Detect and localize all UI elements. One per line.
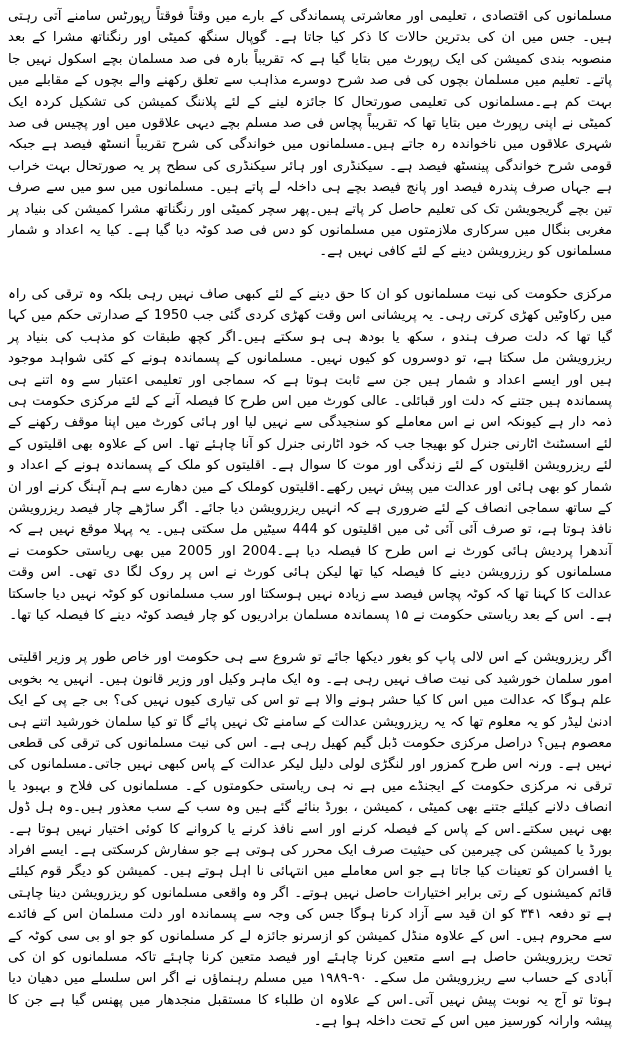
paragraph-spacer <box>8 626 612 647</box>
article-paragraph-3: اگر ریزرویشن کے اس لالی پاپ کو بغور دیکھا جائے تو شروع سے ہی حکومت اور خاص طور پر وزیر اقلیتی امور سلمان خورشید کی نیت صاف نہیں رہی ہے۔ وہ ایک ماہر وکیل اور وزیر قانون ہیں۔ انہیں یہ بخوبی علم ہوگا کہ عدالت میں اس کا کیا حشر ہونے والا ہے تو اس کی تیاری کیوں نہیں کی؟ بی جے پی کے ایک ادنیٰ لیڈر کو یہ معلوم تھا کہ یہ ریزرویشن عدالت کے سامنے ٹک نہیں پائے گا تو کیا سلمان خورشید اتنے ہی معصوم ہیں؟ دراصل مرکزی حکومت ڈبل گیم کھیل رہی ہے۔ اس کی نیت مسلمانوں کی ترقی کی قطعی نہیں ہے۔ ورنہ اس طرح کمزور اور لنگڑی لولی دلیل لیکر عدالت کے پاس کبھی نہیں جاتی۔مسلمانوں کی ترقی نہ مرکزی حکومت کے ایجنڈے میں ہے نہ ہی ریاستی حکومتوں کے۔ مسلمانوں کی فلاح و بہبود یا انصاف دلانے کیلئے جتنے بھی کمیٹی ، کمیشن ، بورڈ بنائے گئے ہیں وہ سب کے سب معذور ہیں۔وہ ہل ڈول بھی نہیں سکتے۔اس کے پاس کے فیصلہ کرنے اور اسے نافذ کرنے یا کروانے کا کوئی اختیار نہیں ہوتا ہے۔ بورڈ یا کمیشن کی چیرمین کی حیثیت صرف ایک محرر کی ہوتی ہے جو سفارش کرسکتی ہے۔ ایسے افراد یا افسران کو تعینات کیا جاتا ہے جو اس معاملے میں انتہائی نا اہل ہوتے ہیں۔ کمیشن کو دیگر قوم کیلئے قائم کمیشنوں کے رتی برابر اختیارات حاصل نہیں ہوتے۔ اگر وہ واقعی مسلمانوں کو ریزرویشن دینا چاہتی ہے تو دفعہ ۳۴۱ کو ان قید سے آزاد کرنا ہوگا جس کی وجہ سے پسماندہ اور دلت مسلمان اس کے فائدے سے محروم ہیں۔ اس کے علاوہ منڈل کمیشن کو ازسرنو جائزہ لے کر مسلمانوں کو جو او بی سی کوٹہ کے تحت ریزرویشن حاصل ہے اسے متعین کرنا چاہئے اور فیصد متعین کرنا چاہئے تاکہ مسلمانوں کو ان کی آبادی کے حساب سے ریزرویشن مل سکے۔ ۹۰-۱۹۸۹ میں مسلم رہنماؤں نے اگر اس سلسلے میں دھیان دیا ہوتا تو آج یہ نوبت پیش نہیں آتی۔اس کے علاوہ ان طلباء کا مستقبل منجدھار میں پھنس گیا ہے جن کا پیشہ وارانہ کورسیز میں اس کے تحت داخلہ ہوا ہے۔ <box>8 650 613 1030</box>
article-paragraph-1: مسلمانوں کی اقتصادی ، تعلیمی اور معاشرتی پسماندگی کے بارے میں وقتاً فوقتاً رپورٹس سامنے آتی رہتی ہیں۔ جس میں ان کی بدترین حالات کا ذکر کیا جاتا ہے۔ گوپال سنگھ کمیٹی اور رنگناتھ مشرا کے بعد منصوبہ بندی کمیشن کی ایک رپورٹ میں بتایا گیا ہے کہ تقریباً بارہ فی صد مسلمان بچے اسکول نہیں جا پاتے۔ تعلیم میں مسلمان بچوں کی فی صد شرح دوسرے مذاہب سے تعلق رکھنے والے بچوں کے مقابلے میں بہت کم ہے۔مسلمانوں کی تعلیمی صورتحال کا جائزہ لینے کے لئے پلاننگ کمیشن کی تشکیل کردہ ایک کمیٹی نے اپنی رپورٹ میں بتایا تھا کہ تقریباً پچاس فی صد مسلم بچے دیہی علاقوں میں اور پچیس فی صد شہری علاقوں میں ناخواندہ رہ جاتے ہیں۔مسلمانوں میں خواندگی کی شرح تقریباً انسٹھ فیصد ہے جبکہ قومی شرح خواندگی پینسٹھ فیصد ہے۔ سیکنڈری اور ہائر سیکنڈری کی سطح پر یہ صورتحال بہت خراب ہے جہاں صرف پندرہ فیصد اور پانچ فیصد بچے ہی داخلہ لے پاتے ہیں۔ مسلمانوں میں سو میں سے صرف تین بچے گریجویشن تک کی تعلیم حاصل کر پاتے ہیں۔پھر سچر کمیٹی اور رنگناتھ مشرا کمیشن کی بنیاد پر مغربی بنگال میں سرکاری ملازمتوں میں مسلمانوں کو دس فی صد کوٹہ دیا گیا ہے۔ کیا یہ اعداد و شمار مسلمانوں کو ریزرویشن دینے کے لئے کافی نہیں ہے۔ <box>8 9 612 260</box>
paragraph-spacer <box>8 263 612 284</box>
article-paragraph-2: مرکزی حکومت کی نیت مسلمانوں کو ان کا حق دینے کے لئے کبھی صاف نہیں رہی بلکہ وہ ترقی کی راہ میں رکاوٹیں کھڑی کرتی رہی۔ یہ پریشانی اس وقت کھڑی کردی گئی جب 1950 کے صدارتی حکم میں کہا گیا تھا کہ دلت صرف ہندو ، سکھ یا بودھ ہی ہو سکتے ہیں۔اگر کچھ طبقات کو مذہب کی بنیاد پر ریزرویشن مل سکتا ہے، تو دوسروں کو کیوں نہیں۔ مسلمانوں کے پسماندہ ہونے کے کئی شواہد موجود ہیں اور ایسے اعداد و شمار ہیں جن سے ثابت ہوتا ہے کہ سماجی اور تعلیمی اعتبار سے وہ اتنے ہی پسماندہ ہیں جتنے کہ دلت اور قبائلی۔ عالی کورٹ میں اس طرح کا فیصلہ آنے کے لئے مرکزی حکومت ہی ذمہ دار ہے کیونکہ اس نے اس معاملے کو سنجیدگی سے نہیں لیا اور ہائی کورٹ میں اپنا موقف رکھنے کے لئے اسسٹنٹ اٹارنی جنرل کو بھیجا جب کہ خود اٹارنی جنرل کو آنا چاہئے تھا۔ اس کے علاوہ بھی اقلیتوں کے لئے ریزرویشن اقلیتوں کے لئے زندگی اور موت کا سوال ہے۔ اقلیتوں کو ملک کے پسماندہ ہونے کے اعداد و شمار کو بھی ہائی اور عدالت میں پیش نہیں رکھے۔اقلیتوں کوملک کے مین دھارے سے ہم آہنگ کرنے اور ان کے ساتھ سماجی انصاف کے لئے ضروری ہے کہ انہیں ریزرویشن دیا جائے۔ اگر ساڑھے چار فیصد ریزرویشن نافذ ہوتا ہے، تو صرف آئی آئی ٹی میں اقلیتوں کو 444 سیٹیں مل سکتی ہیں۔ یہ پہلا موقع نہیں ہے کہ آندھرا پردیش ہائی کورٹ نے اس طرح کا فیصلہ دیا ہے۔2004 اور 2005 میں بھی ریاستی حکومت نے مسلمانوں کو رزرویشن دینے کا فیصلہ کیا تھا لیکن ہائی کورٹ نے اس پر روک لگا دی تھی۔ اس وقت عدالت کا کہنا تھا کہ کوٹہ پچاس فیصد سے زیادہ نہیں ہوسکتا اور سب مسلمانوں کو کوٹہ نہیں دیا جاسکتا ہے۔ اس کے بعد ریاستی حکومت نے ۱۵ پسماندہ مسلمان برادریوں کو چار فیصد کوٹہ دینے کا فیصلہ کیا تھا۔ <box>8 286 612 623</box>
